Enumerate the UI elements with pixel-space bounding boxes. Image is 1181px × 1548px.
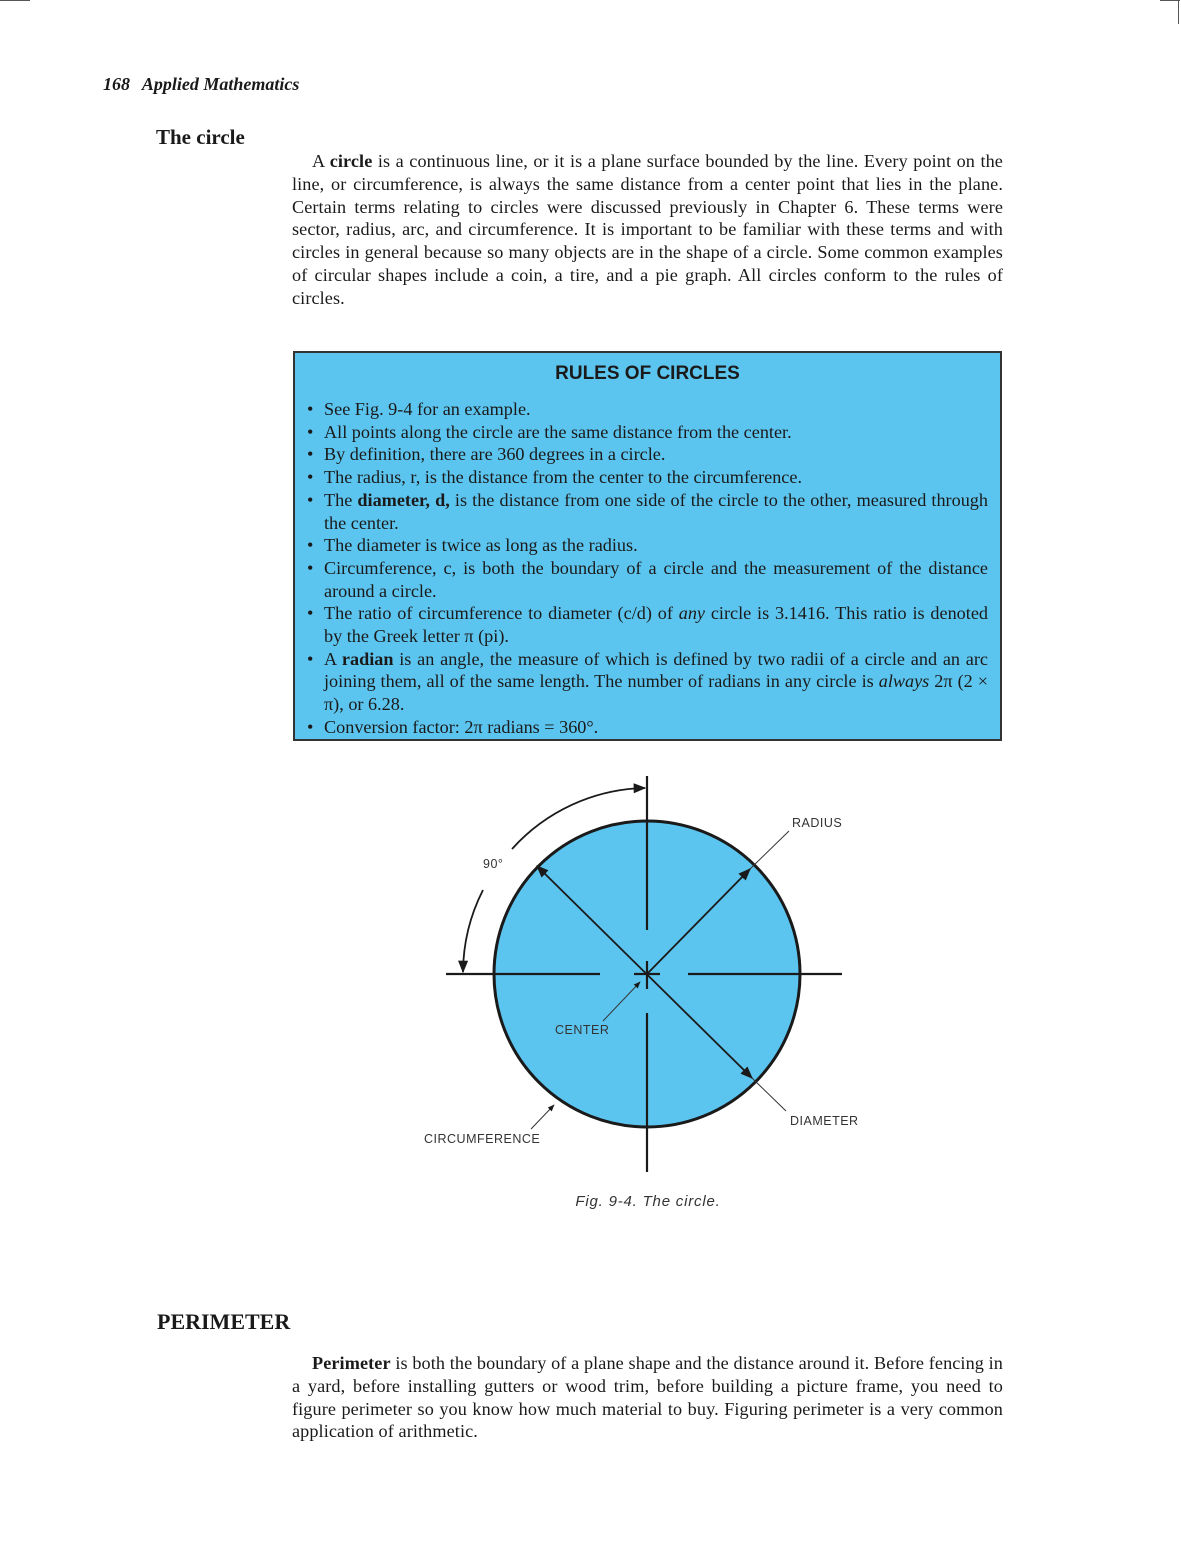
radius-leader bbox=[750, 831, 789, 869]
section-heading-circle: The circle bbox=[156, 125, 245, 149]
text-run: A bbox=[312, 151, 330, 171]
bold-term: Perimeter bbox=[312, 1353, 391, 1373]
rule-item bbox=[307, 534, 988, 557]
running-head bbox=[103, 74, 299, 95]
rules-list bbox=[307, 398, 988, 739]
italic-text: always bbox=[878, 671, 930, 692]
bold-term: circle bbox=[329, 151, 373, 171]
crop-mark bbox=[1160, 0, 1180, 1]
crop-mark-vertical bbox=[1178, 0, 1179, 24]
text-run: is a continuous line, or it is a plane surface bounded by the line. Every point on the line, or circumference, is always the same distance from a center point that lies in the plane. Certain terms relating to circles were discussed previously in Chapter 6. These terms were sector, radius, arc, and circumference. It is important to be familiar with these terms and with circles in general because so many objects are in the shape of a circle. Some common examples of circular shapes include a coin, a tire, and a pie graph. All circles conform to the rules of circles. bbox=[292, 151, 1003, 308]
rule-item bbox=[307, 421, 988, 444]
text-run: The diameter is twice as long as the radius. bbox=[324, 535, 638, 556]
radius-label: RADIUS bbox=[792, 816, 843, 830]
diameter-label: DIAMETER bbox=[790, 1114, 859, 1128]
rule-item bbox=[307, 602, 988, 647]
bold-term: radian bbox=[341, 648, 394, 669]
center-label: CENTER bbox=[555, 1023, 610, 1037]
text-run: 2π (2 × π), or 6.28. bbox=[324, 671, 989, 715]
text-run: is the distance from one side of the circle to the other, measured through the center. bbox=[324, 489, 988, 533]
rule-item bbox=[307, 716, 988, 739]
rule-item bbox=[307, 648, 988, 716]
book-title: Applied Mathematics bbox=[141, 74, 300, 94]
scan-edge-mark bbox=[0, 0, 30, 1]
circle-figure bbox=[420, 770, 880, 1195]
text-run: is an angle, the measure of which is defined by two radii of a circle and an arc joining them, all of the same length. The number of radians in any circle is bbox=[324, 648, 988, 692]
text-run: The radius, r, is the distance from the center to the circumference. bbox=[324, 467, 802, 488]
italic-text: any bbox=[678, 603, 705, 624]
diameter-leader bbox=[752, 1078, 786, 1111]
rule-item bbox=[307, 489, 988, 534]
rules-box-title: RULES OF CIRCLES bbox=[555, 363, 740, 384]
angle-label: 90° bbox=[483, 857, 504, 871]
circumference-leader bbox=[531, 1105, 554, 1129]
text-run: circle is 3.1416. This ratio is denoted by the Greek letter π (pi). bbox=[324, 603, 988, 647]
page-number: 168 bbox=[103, 74, 130, 94]
text-run: Conversion factor: 2π radians = 360°. bbox=[324, 716, 599, 737]
text-run: Circumference, c, is both the boundary of a circle and the measurement of the distance around a circle. bbox=[324, 557, 988, 601]
rule-item bbox=[307, 466, 988, 489]
angle-arc bbox=[463, 890, 483, 972]
rules-of-circles-box bbox=[293, 351, 1002, 741]
circumference-label: CIRCUMFERENCE bbox=[424, 1132, 541, 1146]
rule-item bbox=[307, 398, 988, 421]
rule-item bbox=[307, 557, 988, 602]
text-run: By definition, there are 360 degrees in a circle. bbox=[324, 444, 666, 465]
text-run: is both the boundary of a plane shape and the distance around it. Before fencing in a yard, before installing gutters or wood trim, before building a picture frame, you need to figure perimeter so you know how much material to buy. Figuring perimeter is a very common application of arithmetic. bbox=[292, 1353, 1003, 1442]
figure-caption: Fig. 9-4. The circle. bbox=[575, 1193, 721, 1210]
text-run: All points along the circle are the same distance from the center. bbox=[324, 421, 792, 442]
text-run: See Fig. 9-4 for an example. bbox=[324, 399, 531, 419]
perimeter-paragraph bbox=[292, 1352, 1003, 1443]
bold-term: diameter, d, bbox=[357, 489, 450, 510]
section-heading-perimeter: PERIMETER bbox=[157, 1309, 291, 1334]
circle-paragraph bbox=[292, 150, 1003, 310]
text-run: The bbox=[324, 489, 358, 510]
text-run: The ratio of circumference to diameter (c/d) of bbox=[324, 603, 679, 624]
rule-item bbox=[307, 443, 988, 466]
text-run: A bbox=[324, 648, 342, 669]
